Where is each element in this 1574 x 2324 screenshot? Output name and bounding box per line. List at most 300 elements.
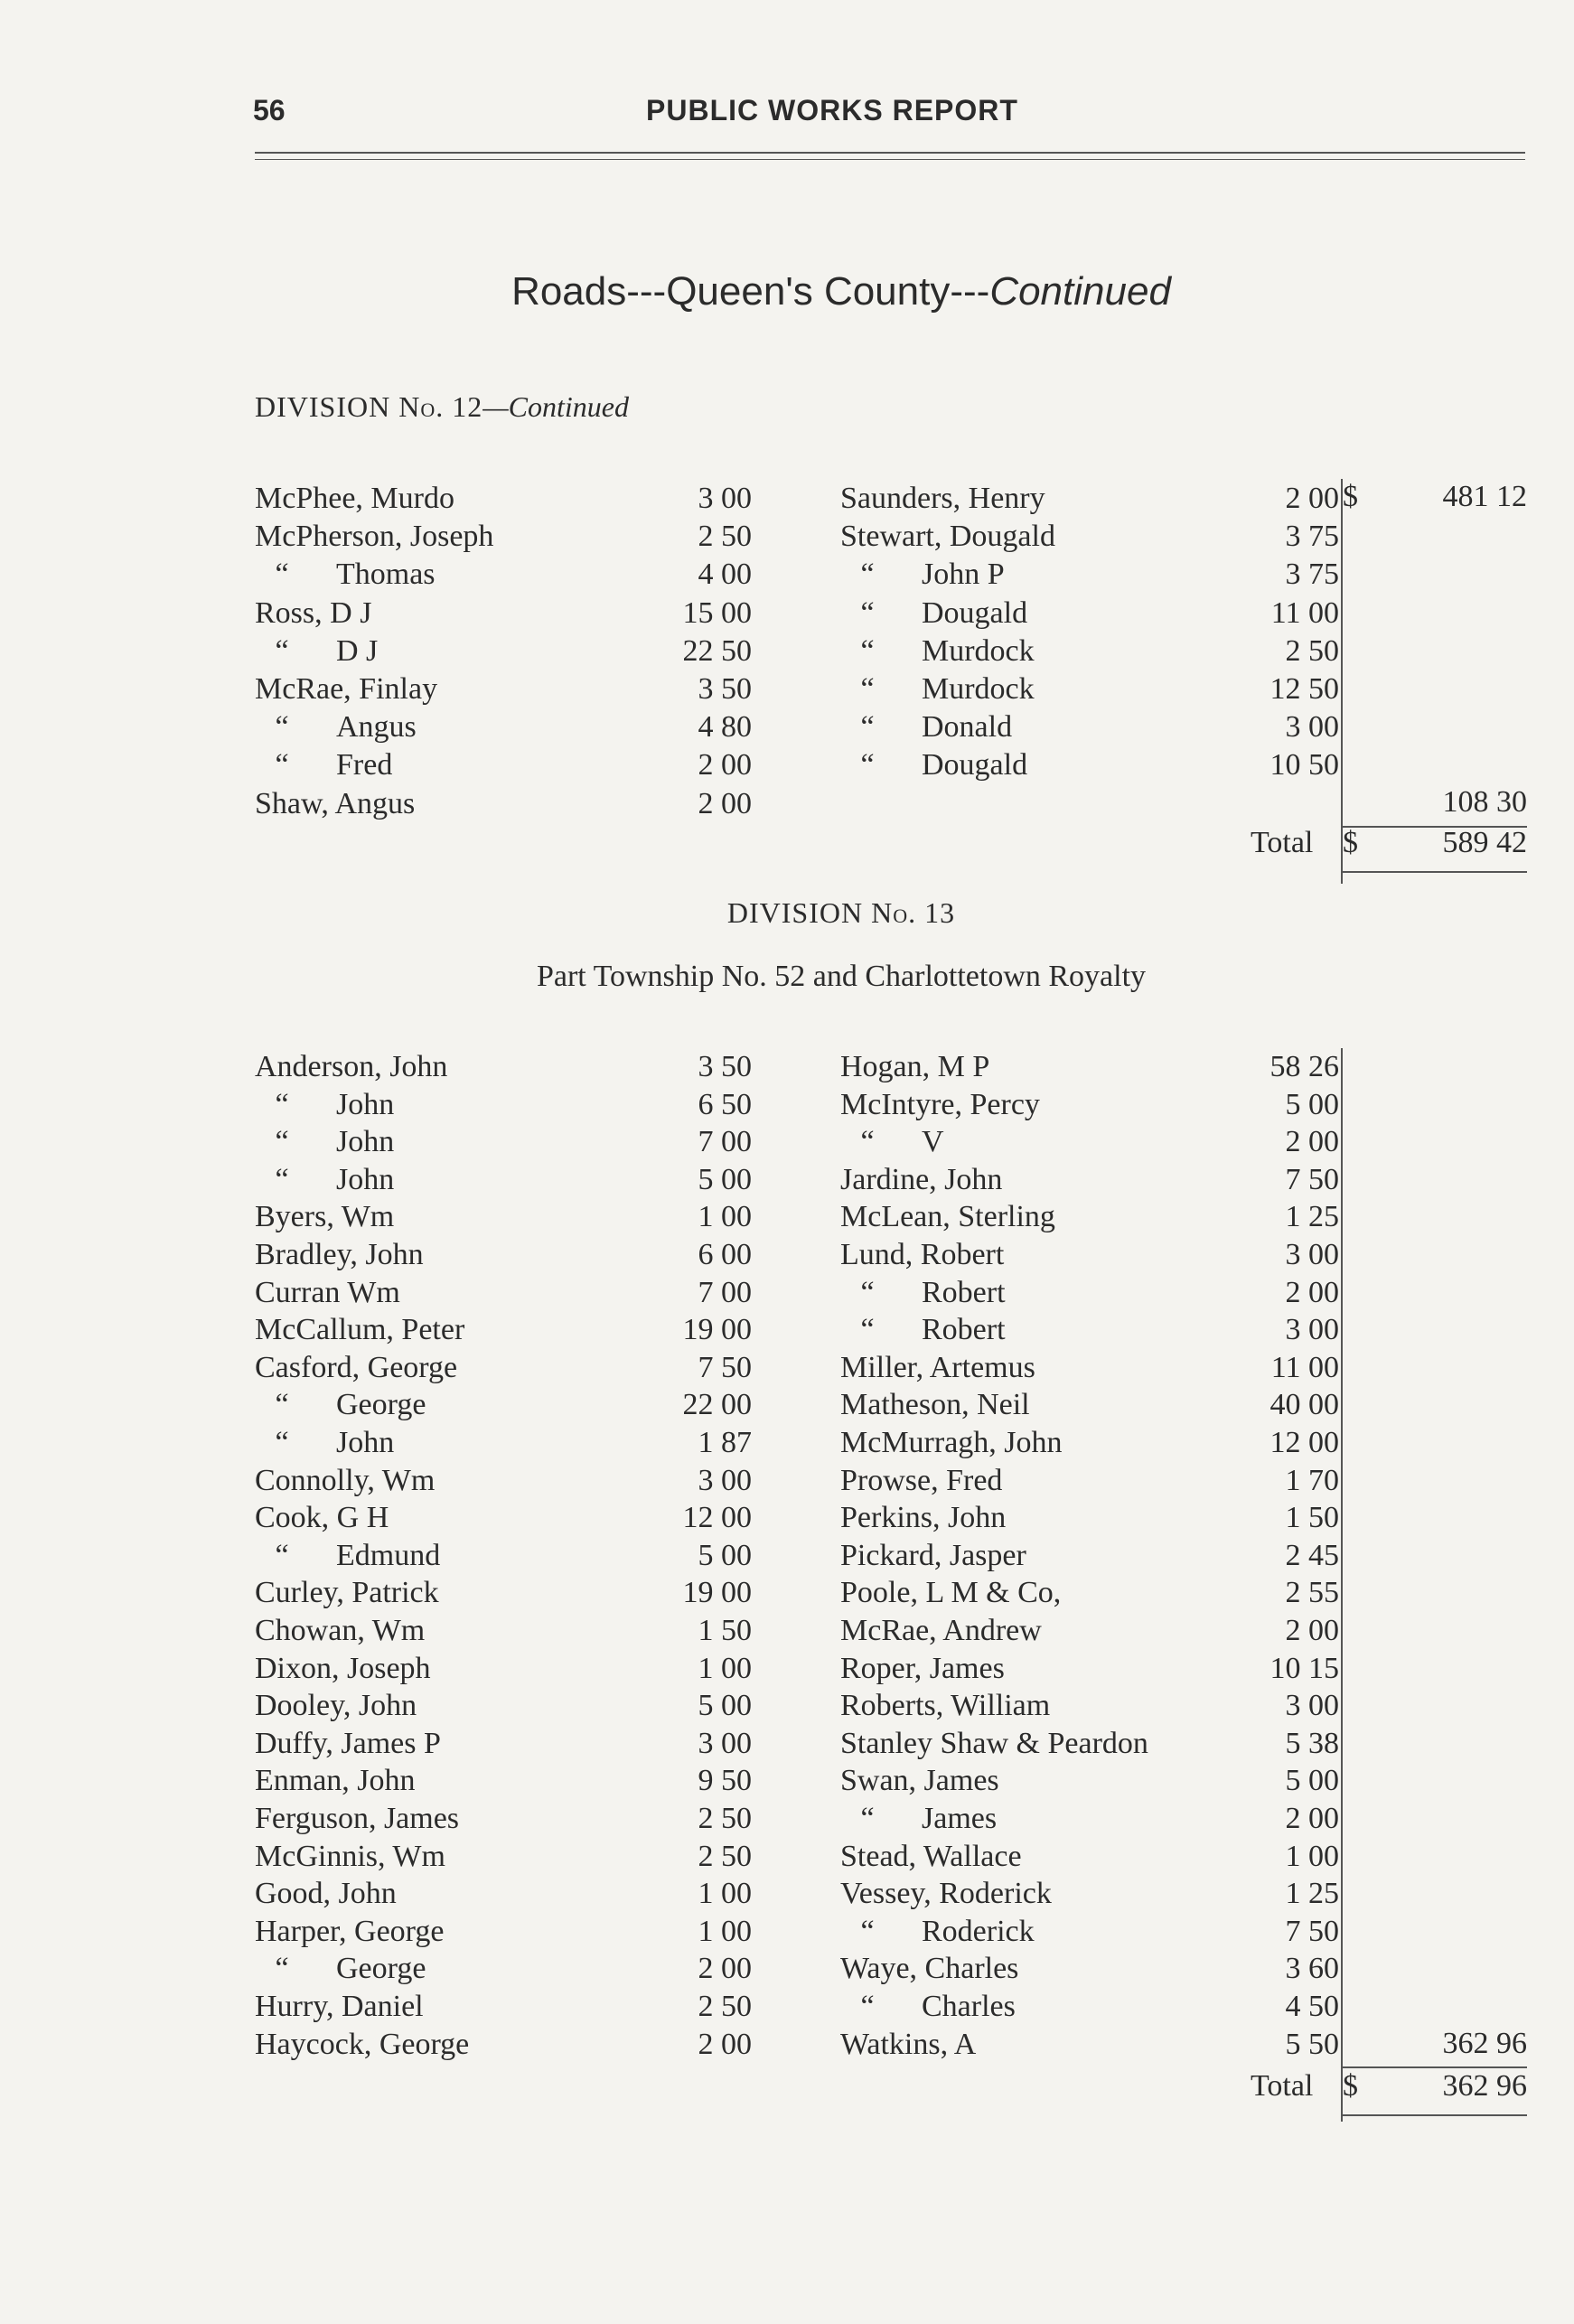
ledger-row bbox=[255, 1499, 752, 1537]
ledger-row bbox=[840, 1537, 1339, 1575]
ledger-name-text: John P bbox=[922, 558, 1005, 592]
ledger-amount: 2 00 bbox=[698, 786, 752, 820]
ledger-name-text: McMurragh, John bbox=[840, 1426, 1063, 1459]
ledger-name-text: McLean, Sterling bbox=[840, 1200, 1055, 1234]
ledger-row bbox=[255, 1274, 752, 1312]
ledger-row bbox=[255, 633, 752, 670]
ledger-row bbox=[255, 1386, 752, 1424]
div12-subtotal-amount: 108 30 bbox=[1442, 785, 1527, 819]
ledger-name-text: Casford, George bbox=[255, 1350, 458, 1384]
ledger-amount: 15 00 bbox=[682, 595, 752, 630]
ledger-amount: 3 00 bbox=[1285, 710, 1339, 745]
ledger-amount: 1 00 bbox=[698, 1200, 752, 1234]
ledger-name bbox=[840, 1236, 1004, 1274]
ledger-name-text: McRae, Andrew bbox=[840, 1614, 1042, 1647]
ledger-name bbox=[840, 1650, 1005, 1688]
ledger-name-text: McCallum, Peter bbox=[255, 1313, 465, 1347]
ledger-row bbox=[840, 1349, 1339, 1387]
ledger-name bbox=[255, 1537, 440, 1575]
running-head: PUBLIC WORKS REPORT bbox=[646, 94, 1018, 127]
ledger-amount: 1 70 bbox=[1285, 1463, 1339, 1497]
ledger-row bbox=[255, 1537, 752, 1575]
ledger-row bbox=[255, 1198, 752, 1236]
ledger-name-text: Curran Wm bbox=[255, 1275, 400, 1309]
ledger-amount: 2 00 bbox=[1285, 1614, 1339, 1647]
ledger-name-text: Vessey, Roderick bbox=[840, 1877, 1052, 1911]
ledger-row bbox=[840, 1650, 1339, 1688]
ledger-name-text: Chowan, Wm bbox=[255, 1614, 426, 1647]
ledger-row bbox=[840, 1161, 1339, 1199]
ledger-amount: 7 50 bbox=[1285, 1162, 1339, 1196]
ledger-name bbox=[255, 1838, 445, 1876]
ledger-amount: 5 38 bbox=[1285, 1726, 1339, 1760]
div12-total-dollar: $ bbox=[1343, 826, 1358, 859]
ledger-name bbox=[255, 1161, 394, 1199]
ledger-row bbox=[255, 1650, 752, 1688]
ledger-name-text: Hurry, Daniel bbox=[255, 1990, 424, 2023]
ledger-row bbox=[840, 1198, 1339, 1236]
ledger-name-text: Murdock bbox=[922, 633, 1035, 668]
ledger-row bbox=[840, 1574, 1339, 1612]
ditto-mark: “ bbox=[275, 1388, 289, 1422]
ledger-name-text: Miller, Artemus bbox=[840, 1350, 1035, 1384]
ledger-amount: 2 00 bbox=[698, 748, 752, 782]
ledger-name-text: Charles bbox=[922, 1990, 1016, 2023]
ledger-name-text: Anderson, John bbox=[255, 1050, 448, 1083]
ledger-name bbox=[840, 633, 1035, 670]
div12-rule-vertical bbox=[1341, 479, 1343, 884]
ledger-name bbox=[255, 708, 417, 746]
ledger-amount: 22 00 bbox=[682, 1388, 752, 1422]
ledger-name bbox=[840, 1762, 999, 1800]
ditto-mark: “ bbox=[860, 1125, 875, 1159]
ledger-row bbox=[255, 2026, 752, 2064]
ledger-amount: 6 00 bbox=[698, 1238, 752, 1271]
ditto-mark: “ bbox=[860, 558, 875, 592]
ledger-name-text: James bbox=[922, 1802, 998, 1835]
ledger-amount: 3 50 bbox=[698, 1050, 752, 1083]
ledger-name bbox=[255, 1950, 426, 1988]
ledger-name bbox=[255, 1650, 431, 1688]
ditto-mark: “ bbox=[275, 1538, 289, 1572]
ledger-row bbox=[840, 1386, 1339, 1424]
ledger-name-text: George bbox=[336, 1952, 426, 1986]
ledger-name-text: Curley, Patrick bbox=[255, 1576, 439, 1610]
ledger-name bbox=[255, 1875, 397, 1913]
ditto-mark: “ bbox=[275, 1125, 289, 1159]
ledger-name-text: Connolly, Wm bbox=[255, 1463, 436, 1497]
ditto-mark: “ bbox=[275, 1426, 289, 1459]
ledger-row bbox=[840, 1462, 1339, 1500]
ledger-name-text: George bbox=[336, 1388, 426, 1422]
ledger-amount: 19 00 bbox=[682, 1313, 752, 1347]
ledger-name bbox=[840, 1725, 1148, 1763]
ledger-row bbox=[840, 1988, 1339, 2026]
ledger-name-text: Dooley, John bbox=[255, 1689, 417, 1723]
ledger-name-text: Good, John bbox=[255, 1877, 397, 1911]
ledger-amount: 3 00 bbox=[1285, 1689, 1339, 1723]
ledger-amount: 5 00 bbox=[1285, 1087, 1339, 1121]
ledger-name-text: Poole, L M & Co, bbox=[840, 1576, 1062, 1610]
ledger-name bbox=[840, 1875, 1052, 1913]
ditto-mark: “ bbox=[860, 748, 875, 782]
ledger-row bbox=[840, 595, 1339, 633]
ledger-name-text: Robert bbox=[922, 1275, 1006, 1309]
ledger-row bbox=[840, 708, 1339, 746]
ledger-amount: 5 50 bbox=[1285, 2027, 1339, 2061]
ledger-name bbox=[840, 1048, 989, 1086]
ledger-amount: 2 55 bbox=[1285, 1576, 1339, 1610]
ledger-row bbox=[255, 595, 752, 633]
ledger-row bbox=[255, 556, 752, 594]
ledger-name bbox=[255, 556, 436, 594]
ledger-row bbox=[840, 1311, 1339, 1349]
div12-heading-cont: —Continued bbox=[483, 390, 629, 423]
ledger-name-text: John bbox=[336, 1162, 395, 1196]
ledger-row bbox=[840, 1274, 1339, 1312]
ledger-row bbox=[255, 1123, 752, 1161]
ledger-row bbox=[255, 1236, 752, 1274]
ledger-name bbox=[840, 708, 1012, 746]
ledger-amount: 2 50 bbox=[698, 1990, 752, 2023]
ledger-name-text: Roberts, William bbox=[840, 1689, 1051, 1723]
ledger-amount: 3 75 bbox=[1285, 520, 1339, 554]
ledger-amount: 5 00 bbox=[1285, 1764, 1339, 1798]
ledger-amount: 1 00 bbox=[698, 1651, 752, 1685]
ledger-amount: 19 00 bbox=[682, 1576, 752, 1610]
ledger-amount: 1 25 bbox=[1285, 1200, 1339, 1234]
ledger-name-text: Donald bbox=[922, 710, 1013, 745]
ledger-name-text: Watkins, A bbox=[840, 2027, 977, 2061]
ledger-name bbox=[255, 1462, 435, 1500]
ledger-row bbox=[255, 785, 752, 823]
ledger-name bbox=[840, 1161, 1002, 1199]
ledger-amount: 2 00 bbox=[1285, 1802, 1339, 1835]
div13-rule-vertical bbox=[1341, 1048, 1343, 2122]
ditto-mark: “ bbox=[275, 558, 289, 592]
ledger-name bbox=[840, 1499, 1006, 1537]
ditto-mark: “ bbox=[275, 710, 289, 745]
ledger-row bbox=[840, 1123, 1339, 1161]
ledger-amount: 12 50 bbox=[1270, 672, 1339, 706]
ledger-row bbox=[840, 746, 1339, 784]
ledger-row bbox=[255, 708, 752, 746]
ledger-name bbox=[840, 746, 1027, 784]
ledger-name-text: Stanley Shaw & Peardon bbox=[840, 1726, 1148, 1760]
ledger-amount: 3 00 bbox=[698, 1726, 752, 1760]
ledger-name-text: D J bbox=[336, 633, 379, 668]
ledger-row bbox=[840, 1950, 1339, 1988]
ditto-mark: “ bbox=[275, 633, 289, 668]
ledger-name-text: Thomas bbox=[336, 558, 436, 592]
div12-dollar-sign: $ bbox=[1343, 480, 1358, 513]
ledger-name-text: Jardine, John bbox=[840, 1162, 1003, 1196]
page-number: 56 bbox=[253, 94, 286, 127]
ledger-amount: 1 00 bbox=[1285, 1839, 1339, 1873]
div13-heading bbox=[0, 896, 1574, 930]
div13-total-dollar: $ bbox=[1343, 2069, 1358, 2103]
ledger-name-text: McRae, Finlay bbox=[255, 672, 438, 706]
ledger-name bbox=[255, 1274, 400, 1312]
ledger-row bbox=[255, 1913, 752, 1951]
ditto-mark: “ bbox=[860, 672, 875, 706]
ledger-amount: 4 80 bbox=[698, 710, 752, 745]
ledger-name bbox=[255, 1386, 426, 1424]
ditto-mark: “ bbox=[275, 748, 289, 782]
ledger-row bbox=[840, 1048, 1339, 1086]
ledger-row bbox=[255, 1086, 752, 1124]
ledger-amount: 3 75 bbox=[1285, 558, 1339, 592]
ledger-amount: 2 00 bbox=[1285, 1275, 1339, 1309]
ledger-amount: 1 25 bbox=[1285, 1877, 1339, 1911]
ledger-amount: 7 00 bbox=[698, 1125, 752, 1159]
div13-subheading: Part Township No. 52 and Charlottetown Royalty bbox=[536, 960, 1147, 993]
ledger-row bbox=[255, 1988, 752, 2026]
ledger-name bbox=[255, 746, 392, 784]
ditto-mark: “ bbox=[860, 1313, 875, 1347]
ledger-amount: 2 00 bbox=[1285, 1125, 1339, 1159]
ledger-row bbox=[840, 670, 1339, 708]
ledger-row bbox=[840, 1875, 1339, 1913]
ledger-amount: 2 50 bbox=[698, 1839, 752, 1873]
ledger-name-text: Cook, G H bbox=[255, 1501, 389, 1535]
ledger-name-text: Stewart, Dougald bbox=[840, 520, 1055, 554]
ledger-row bbox=[255, 746, 752, 784]
ledger-amount: 7 00 bbox=[698, 1275, 752, 1309]
ledger-name bbox=[840, 670, 1035, 708]
ledger-amount: 22 50 bbox=[682, 633, 752, 668]
ledger-row bbox=[840, 556, 1339, 594]
ledger-amount: 2 00 bbox=[698, 2027, 752, 2061]
ledger-amount: 4 50 bbox=[1285, 1990, 1339, 2023]
ledger-name bbox=[255, 1048, 447, 1086]
ledger-name bbox=[840, 1462, 1002, 1500]
div12-total-label: Total bbox=[1251, 826, 1314, 859]
ledger-row bbox=[255, 1048, 752, 1086]
ledger-name bbox=[255, 1988, 424, 2026]
ledger-amount: 2 00 bbox=[1285, 482, 1339, 515]
ledger-row bbox=[255, 518, 752, 556]
ledger-name bbox=[840, 1574, 1061, 1612]
ledger-name bbox=[255, 1349, 457, 1387]
div13-total-amount: 362 96 bbox=[1442, 2069, 1527, 2103]
ledger-amount: 5 00 bbox=[698, 1689, 752, 1723]
ledger-name bbox=[255, 1424, 394, 1462]
ledger-amount: 3 00 bbox=[1285, 1313, 1339, 1347]
ledger-row bbox=[840, 2026, 1339, 2064]
ledger-name bbox=[255, 1800, 459, 1838]
ditto-mark: “ bbox=[275, 1162, 289, 1196]
ledger-amount: 2 00 bbox=[698, 1952, 752, 1986]
ledger-name bbox=[840, 1612, 1042, 1650]
ledger-name bbox=[840, 1800, 997, 1838]
ledger-name-text: Saunders, Henry bbox=[840, 482, 1045, 515]
ledger-name-text: Haycock, George bbox=[255, 2027, 470, 2061]
title-main: Roads---Queen's County--- bbox=[511, 269, 990, 314]
ledger-name-text: John bbox=[336, 1125, 395, 1159]
ledger-row bbox=[840, 1499, 1339, 1537]
ledger-amount: 1 87 bbox=[698, 1426, 752, 1459]
ledger-row bbox=[255, 1687, 752, 1725]
ledger-amount: 1 50 bbox=[1285, 1501, 1339, 1535]
ledger-name-text: Waye, Charles bbox=[840, 1952, 1019, 1986]
ledger-name-text: Swan, James bbox=[840, 1764, 999, 1798]
ledger-row bbox=[840, 1236, 1339, 1274]
ledger-name-text: Harper, George bbox=[255, 1914, 445, 1948]
ledger-name bbox=[840, 1838, 1022, 1876]
ledger-row bbox=[255, 1462, 752, 1500]
ledger-name bbox=[255, 1311, 464, 1349]
div13-total-rule bbox=[1341, 2114, 1527, 2116]
ledger-amount: 11 00 bbox=[1270, 1350, 1339, 1384]
ledger-name bbox=[840, 1123, 944, 1161]
ledger-amount: 9 50 bbox=[698, 1764, 752, 1798]
ledger-name bbox=[840, 1274, 1006, 1312]
ledger-row bbox=[840, 1424, 1339, 1462]
ditto-mark: “ bbox=[860, 595, 875, 630]
ledger-name bbox=[840, 518, 1055, 556]
ledger-name bbox=[840, 1386, 1030, 1424]
ledger-amount: 2 50 bbox=[1285, 633, 1339, 668]
ledger-name-text: McIntyre, Percy bbox=[840, 1087, 1040, 1121]
ledger-row bbox=[840, 633, 1339, 670]
ledger-row bbox=[840, 480, 1339, 518]
ledger-name bbox=[255, 1198, 394, 1236]
ledger-row bbox=[840, 1725, 1339, 1763]
ledger-name bbox=[255, 518, 493, 556]
ledger-name-text: Pickard, Jasper bbox=[840, 1538, 1026, 1572]
div13-total-label: Total bbox=[1251, 2069, 1314, 2103]
ledger-row bbox=[255, 1311, 752, 1349]
ledger-name-text: McPhee, Murdo bbox=[255, 482, 454, 515]
ditto-mark: “ bbox=[275, 1952, 289, 1986]
ledger-name-text: Roderick bbox=[922, 1914, 1035, 1948]
ledger-amount: 3 00 bbox=[698, 1463, 752, 1497]
ledger-amount: 10 15 bbox=[1270, 1651, 1339, 1685]
ledger-name bbox=[255, 670, 437, 708]
ledger-name-text: Prowse, Fred bbox=[840, 1463, 1003, 1497]
ditto-mark: “ bbox=[860, 1802, 875, 1835]
ledger-row bbox=[255, 1762, 752, 1800]
ledger-name bbox=[255, 1612, 425, 1650]
ledger-amount: 2 45 bbox=[1285, 1538, 1339, 1572]
ledger-amount: 7 50 bbox=[698, 1350, 752, 1384]
ledger-amount: 4 00 bbox=[698, 558, 752, 592]
ledger-name-text: John bbox=[336, 1426, 395, 1459]
ledger-amount: 3 00 bbox=[698, 482, 752, 515]
ledger-name bbox=[840, 1913, 1035, 1951]
ledger-name bbox=[840, 556, 1005, 594]
ledger-name bbox=[840, 2026, 976, 2064]
ledger-name-text: Hogan, M P bbox=[840, 1050, 990, 1083]
ledger-row bbox=[840, 1687, 1339, 1725]
ledger-name-text: Fred bbox=[336, 748, 393, 782]
div12-total-rule bbox=[1341, 871, 1527, 873]
ledger-name bbox=[255, 1687, 417, 1725]
ledger-name bbox=[255, 595, 371, 633]
ledger-name-text: Ferguson, James bbox=[255, 1802, 460, 1835]
ledger-amount: 1 00 bbox=[698, 1877, 752, 1911]
ledger-name bbox=[840, 1687, 1050, 1725]
ledger-row bbox=[255, 1875, 752, 1913]
page-title bbox=[0, 269, 1574, 314]
div12-total-amount: 589 42 bbox=[1442, 826, 1527, 859]
ledger-row bbox=[840, 1086, 1339, 1124]
ledger-name bbox=[255, 1574, 439, 1612]
ledger-name-text: Bradley, John bbox=[255, 1238, 424, 1271]
ledger-name-text: McPherson, Joseph bbox=[255, 520, 494, 554]
ditto-mark: “ bbox=[275, 1087, 289, 1121]
ledger-amount: 58 26 bbox=[1270, 1050, 1339, 1083]
ledger-name-text: Shaw, Angus bbox=[255, 786, 416, 820]
ledger-name bbox=[255, 633, 378, 670]
div12-carried-amount: 481 12 bbox=[1442, 480, 1527, 513]
ledger-name bbox=[840, 1311, 1006, 1349]
ledger-name bbox=[255, 1762, 416, 1800]
ledger-name bbox=[840, 1950, 1018, 1988]
ledger-name-text: Roper, James bbox=[840, 1651, 1005, 1685]
ledger-name bbox=[255, 480, 454, 518]
ledger-name-text: McGinnis, Wm bbox=[255, 1839, 445, 1873]
ledger-amount: 3 50 bbox=[698, 672, 752, 706]
ledger-name bbox=[840, 1424, 1063, 1462]
ledger-name bbox=[255, 1086, 394, 1124]
ledger-name bbox=[840, 1198, 1055, 1236]
ledger-name bbox=[255, 1236, 424, 1274]
ledger-amount: 7 50 bbox=[1285, 1914, 1339, 1948]
ledger-name bbox=[840, 480, 1045, 518]
ledger-amount: 3 00 bbox=[1285, 1238, 1339, 1271]
ledger-row bbox=[255, 1838, 752, 1876]
ledger-name-text: Byers, Wm bbox=[255, 1200, 395, 1234]
ledger-row bbox=[255, 1612, 752, 1650]
ledger-amount: 5 00 bbox=[698, 1162, 752, 1196]
ledger-row bbox=[255, 1725, 752, 1763]
ledger-name-text: John bbox=[336, 1087, 395, 1121]
ledger-row bbox=[840, 1913, 1339, 1951]
ledger-row bbox=[840, 1762, 1339, 1800]
header-rule-bottom bbox=[255, 159, 1525, 160]
ledger-amount: 12 00 bbox=[682, 1501, 752, 1535]
ledger-name bbox=[255, 1913, 444, 1951]
div12-heading-text: DIVISION No. 12 bbox=[255, 390, 483, 423]
ledger-name bbox=[255, 1123, 394, 1161]
ledger-name-text: Dixon, Joseph bbox=[255, 1651, 431, 1685]
ledger-name-text: Enman, John bbox=[255, 1764, 416, 1798]
ledger-name bbox=[840, 1537, 1026, 1575]
ditto-mark: “ bbox=[860, 633, 875, 668]
header-rule-top bbox=[255, 152, 1525, 154]
title-italic: Continued bbox=[989, 269, 1171, 314]
ledger-row bbox=[255, 1800, 752, 1838]
div13-heading-text: DIVISION No. 13 bbox=[726, 896, 956, 929]
ledger-name-text: Robert bbox=[922, 1313, 1006, 1347]
ditto-mark: “ bbox=[860, 1914, 875, 1948]
ledger-name bbox=[255, 1499, 389, 1537]
ledger-amount: 1 50 bbox=[698, 1614, 752, 1647]
ledger-name-text: Lund, Robert bbox=[840, 1238, 1005, 1271]
ledger-name bbox=[840, 1988, 1016, 2026]
ditto-mark: “ bbox=[860, 1990, 875, 2023]
ledger-name-text: Dougald bbox=[922, 595, 1028, 630]
ledger-name-text: Duffy, James P bbox=[255, 1726, 441, 1760]
ledger-amount: 2 50 bbox=[698, 520, 752, 554]
ledger-name bbox=[255, 785, 415, 823]
ledger-row bbox=[255, 1349, 752, 1387]
ledger-name bbox=[840, 1349, 1035, 1387]
ledger-name-text: Dougald bbox=[922, 748, 1028, 782]
ledger-amount: 10 50 bbox=[1270, 748, 1339, 782]
